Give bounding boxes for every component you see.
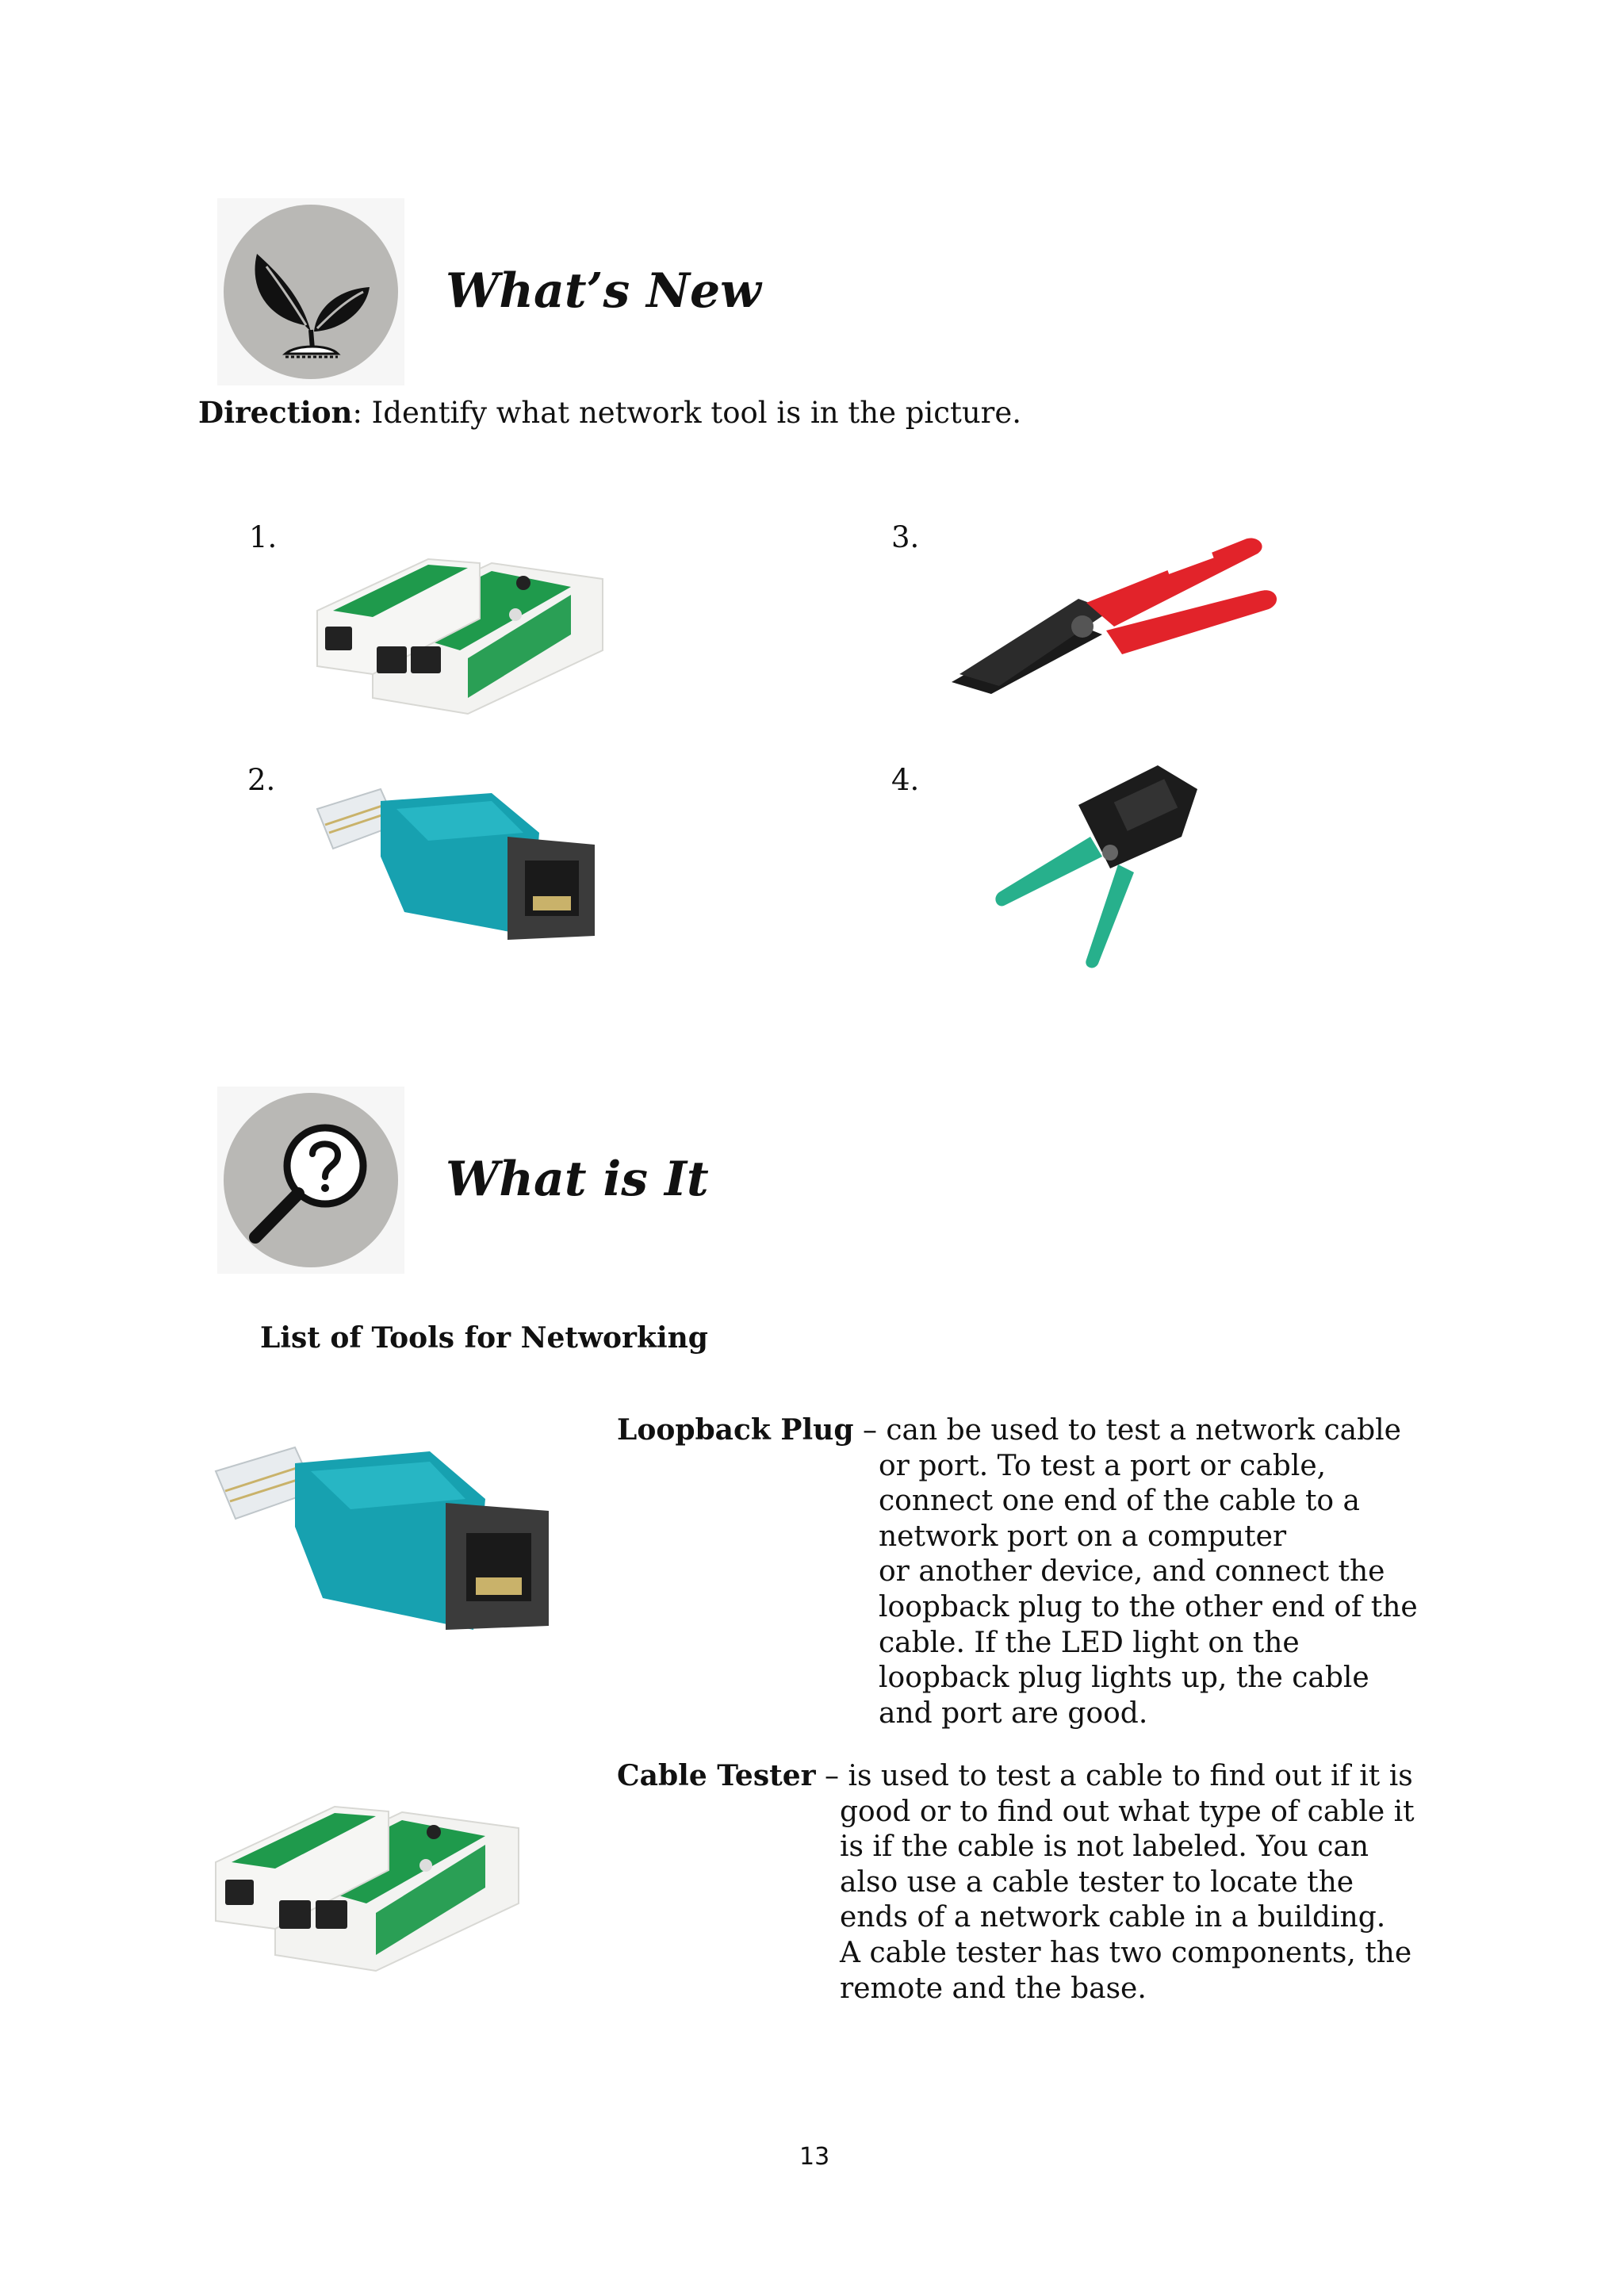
what-is-it-icon-tile [217, 1087, 404, 1274]
page-number: 13 [799, 2143, 830, 2171]
sprout-icon [217, 198, 404, 385]
item-number-3: 3. [891, 520, 920, 554]
cable-tester-first-text: – is used to test a cable to find out if it is [815, 1760, 1413, 1792]
item-number-1: 1. [249, 520, 278, 554]
loopback-plug-continuation [617, 1449, 1418, 1732]
cable-tester-continuation [617, 1795, 1415, 2007]
direction-line [198, 395, 1021, 430]
wire-stripper-image [944, 523, 1293, 706]
definition-line: also use a cable tester to locate the [840, 1865, 1354, 1899]
loopback-plug-large-image [208, 1432, 557, 1662]
loopback-plug-first-text: – can be used to test a network cable [853, 1414, 1401, 1447]
definition-line: connect one end of the cable to a [879, 1485, 1360, 1518]
definition-line: and port are good. [879, 1696, 1148, 1730]
crimping-tool-image [983, 757, 1221, 972]
definition-line: or another device, and connect the [879, 1555, 1385, 1589]
definition-line: network port on a computer [879, 1520, 1287, 1553]
definition-line: loopback plug lights up, the cable [879, 1662, 1369, 1695]
definition-line: loopback plug to the other end of the [879, 1590, 1418, 1623]
item-number-2: 2. [247, 763, 276, 797]
direction-text: : Identify what network tool is in the picture. [352, 396, 1022, 430]
cable-tester-image [309, 516, 611, 730]
definition-line: good or to find out what type of cable it [840, 1795, 1415, 1828]
cable-tester-large-image [208, 1761, 525, 1991]
direction-label: Direction [198, 395, 353, 430]
loopback-plug-image [309, 777, 603, 968]
loopback-plug-term: Loopback Plug [617, 1413, 854, 1447]
cable-tester-term: Cable Tester [617, 1759, 816, 1792]
definition-line: ends of a network cable in a building. [840, 1901, 1386, 1934]
definition-line: cable. If the LED light on the [879, 1626, 1300, 1659]
whats-new-title: What’s New [446, 263, 761, 319]
definition-line: A cable tester has two components, the [840, 1936, 1412, 1969]
definition-line: remote and the base. [840, 1972, 1147, 2005]
magnifier-question-icon [217, 1087, 404, 1274]
loopback-plug-first-line [617, 1412, 1418, 1449]
cable-tester-definition [617, 1758, 1415, 2007]
definition-line: or port. To test a port or cable, [879, 1449, 1327, 1482]
loopback-plug-definition [617, 1412, 1418, 1731]
list-heading: List of Tools for Networking [260, 1321, 708, 1355]
cable-tester-first-line [617, 1758, 1415, 1795]
whats-new-icon-tile [217, 198, 404, 385]
item-number-4: 4. [891, 763, 920, 797]
what-is-it-title: What is It [446, 1152, 709, 1207]
definition-line: is if the cable is not labeled. You can [840, 1830, 1369, 1864]
